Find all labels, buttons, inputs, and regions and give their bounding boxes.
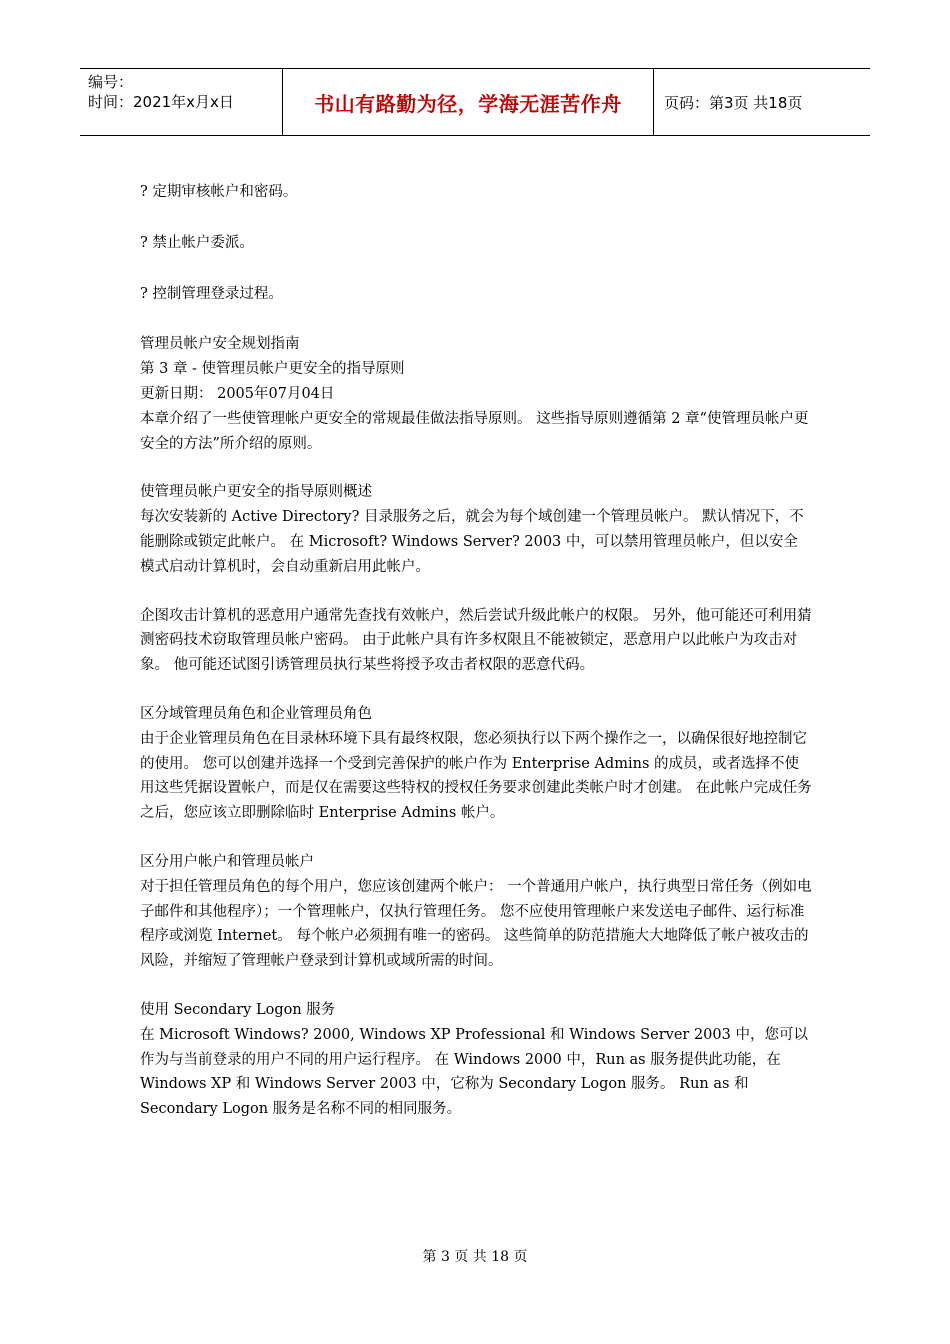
bullet-item: ? 禁止帐户委派。 [140, 234, 254, 251]
section-paragraph: 每次安装新的 Active Directory? 目录服务之后，就会为每个域创建一个管理员帐户。 默认情况下，不能删除或锁定此帐户。 在 Microsoft? Windows Server? 2003 中，可以禁用管理员帐户，但以安全模式启动计算机时，会自动重新启用此帐户。 [140, 509, 804, 575]
header-motto: 书山有路勤为径，学海无涯苦作舟 [282, 69, 654, 135]
header-page-indicator: 页码：第3页 共18页 [664, 93, 803, 112]
document-date-label: 时间：2021年x月x日 [88, 93, 234, 111]
bullet-item: ? 定期审核帐户和密码。 [140, 184, 298, 200]
header-meta [80, 69, 282, 135]
section-heading: 使管理员帐户更安全的指导原则概述 [140, 484, 372, 501]
section-paragraph: 由于企业管理员角色在目录林环境下具有最终权限，您必须执行以下两个操作之一，以确保很好地控制它的使用。 您可以创建并选择一个受到完善保护的帐户作为 Enterprise Admins 的成员，或者选择不使用这些凭据设置帐户，而是仅在需要这些特权的授权任务要求创建此类帐户时才创建。 在此帐户完成任务之后，您应该立即删除临时 Enterprise Admins 帐户。 [140, 730, 812, 822]
section-heading: 区分用户帐户和管理员帐户 [140, 853, 314, 870]
intro-paragraph: 本章介绍了一些使管理帐户更安全的常规最佳做法指导原则。 这些指导原则遵循第 2 章“使管理员帐户更安全的方法”所介绍的原则。 [140, 410, 809, 452]
document-number-label: 编号： [88, 73, 134, 91]
page-header [80, 68, 870, 136]
page-footer: 第 3 页 共 18 页 [422, 1249, 528, 1265]
bullet-item: ? 控制管理登录过程。 [140, 285, 283, 302]
section-paragraph: 对于担任管理员角色的每个用户，您应该创建两个帐户： 一个普通用户帐户，执行典型日常任务（例如电子邮件和其他程序）；一个管理帐户，仅执行管理任务。 您不应使用管理帐户来发送电子邮件、运行标准程序或浏览 Internet。 每个帐户必须拥有唯一的密码。 这些简单的防范措施大大地降低了帐户被攻击的风险，并缩短了管理帐户登录到计算机或域所需的时间。 [140, 878, 812, 970]
document-body [140, 180, 812, 1122]
section-paragraph: 企图攻击计算机的恶意用户通常先查找有效帐户，然后尝试升级此帐户的权限。 另外，他可能还可利用猜测密码技术窃取管理员帐户密码。 由于此帐户具有许多权限且不能被锁定，恶意用户以此帐户为攻击对象。 他可能还试图引诱管理员执行某些将授予攻击者权限的恶意代码。 [140, 607, 812, 674]
guide-title: 管理员帐户安全规划指南 [140, 336, 300, 353]
chapter-title: 第 3 章 - 使管理员帐户更安全的指导原则 [140, 361, 405, 378]
section-paragraph: 在 Microsoft Windows? 2000, Windows XP Professional 和 Windows Server 2003 中，您可以作为与当前登录的用户不同的用户运行程序。 在 Windows 2000 中，Run as 服务提供此功能，在 Windows XP 和 Windows Server 2003 中，它称为 Secondary Logon 服务。 Run as 和 Secondary Logon 服务是名称不同的相同服务。 [140, 1026, 808, 1118]
section-heading: 区分域管理员角色和企业管理员角色 [140, 705, 372, 722]
update-date: 更新日期： 2005年07月04日 [140, 385, 335, 402]
section-heading: 使用 Secondary Logon 服务 [140, 1001, 336, 1018]
